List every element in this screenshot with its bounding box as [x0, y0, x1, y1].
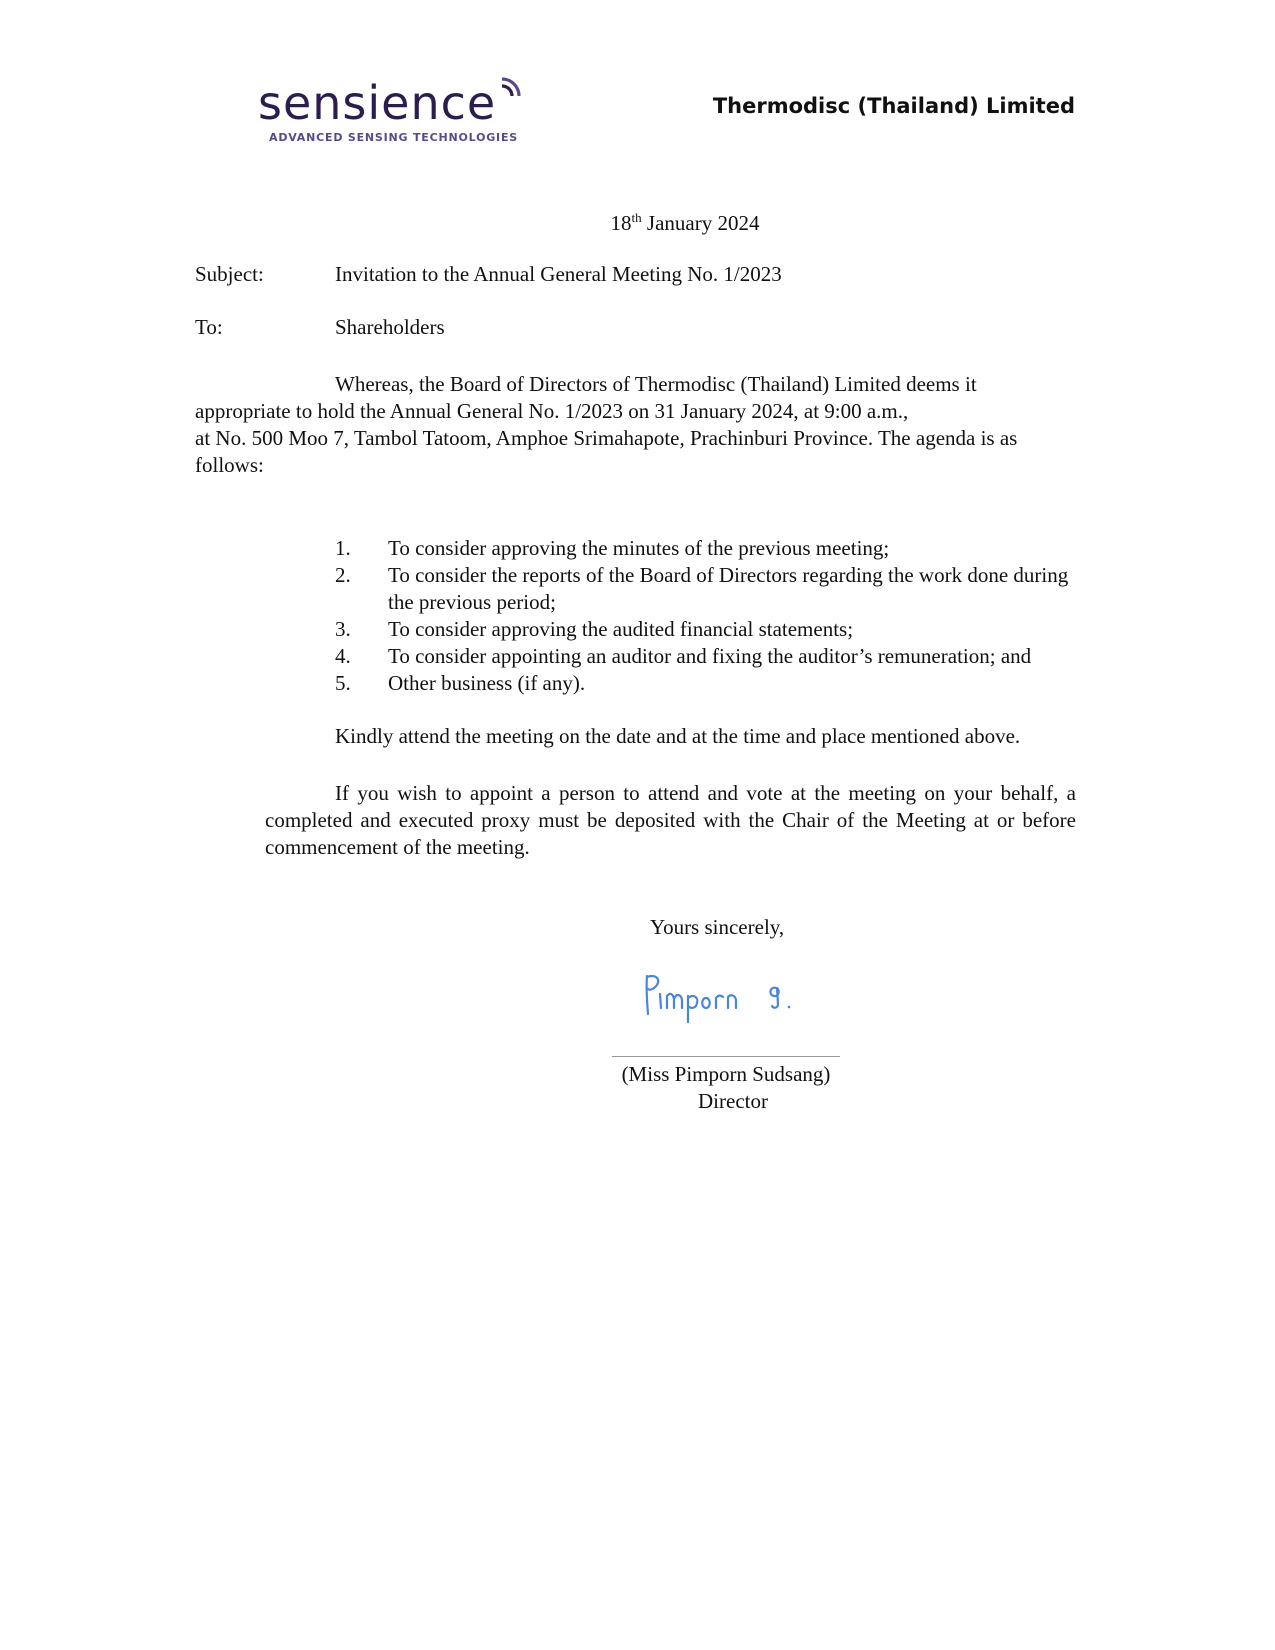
- logo-tagline: ADVANCED SENSING TECHNOLOGIES: [269, 131, 518, 144]
- agenda-number: 4.: [335, 644, 351, 668]
- closing-salutation: Yours sincerely,: [650, 915, 785, 939]
- intro-line: Whereas, the Board of Directors of Thermodisc (Thailand) Limited deems it: [335, 372, 977, 396]
- agenda-item: [335, 670, 1080, 697]
- intro-line: appropriate to hold the Annual General No. 1/2023 on 31 January 2024, at 9:00 a.m.,: [195, 399, 909, 423]
- company-logo: [258, 74, 543, 152]
- agenda-item: [335, 616, 1080, 643]
- to-value: Shareholders: [335, 315, 445, 339]
- signature-line: [612, 1056, 840, 1057]
- company-name: Thermodisc (Thailand) Limited: [712, 94, 1075, 118]
- subject-label: Subject:: [195, 262, 264, 286]
- signer-name: (Miss Pimporn Sudsang): [621, 1062, 831, 1086]
- agenda-text: To consider appointing an auditor and fixing the auditor’s remuneration; and: [388, 644, 1032, 668]
- date-suffix: th: [631, 210, 642, 225]
- proxy-paragraph: [265, 780, 1076, 861]
- proxy-text: If you wish to appoint a person to attend and vote at the meeting on your behalf, a completed and executed proxy must be deposited with the Chair of the Meeting at or before commencement of the meeting.: [265, 781, 1076, 859]
- attendance-request: Kindly attend the meeting on the date and at the time and place mentioned above.: [335, 724, 1021, 748]
- date-month-year: January 2024: [646, 211, 760, 235]
- agenda-list: [335, 535, 1080, 697]
- agenda-text: To consider approving the audited financial statements;: [388, 617, 854, 641]
- logo-wordmark: sensience: [258, 76, 497, 130]
- agenda-number: 3.: [335, 617, 351, 641]
- agenda-text: To consider approving the minutes of the previous meeting;: [388, 536, 890, 560]
- date-day: 18: [610, 211, 632, 235]
- agenda-number: 1.: [335, 536, 351, 560]
- agenda-text: To consider the reports of the Board of Directors regarding the work done during the previous period;: [388, 563, 1069, 614]
- intro-line: follows:: [195, 453, 264, 477]
- letter-date: [0, 210, 1275, 237]
- agenda-number: 2.: [335, 563, 351, 587]
- agenda-item: [335, 562, 1080, 616]
- agenda-number: 5.: [335, 671, 351, 695]
- agenda-item: [335, 643, 1080, 670]
- intro-paragraph: [195, 371, 1075, 479]
- handwritten-signature: [640, 968, 810, 1028]
- agenda-item: [335, 535, 1080, 562]
- subject-value: Invitation to the Annual General Meeting No. 1/2023: [335, 262, 782, 286]
- agenda-text: Other business (if any).: [388, 671, 586, 695]
- to-label: To:: [195, 315, 223, 339]
- signer-title: Director: [698, 1089, 768, 1113]
- intro-line: at No. 500 Moo 7, Tambol Tatoom, Amphoe Srimahapote, Prachinburi Province. The agenda is as: [195, 426, 1018, 450]
- signal-waves-icon: [498, 74, 530, 106]
